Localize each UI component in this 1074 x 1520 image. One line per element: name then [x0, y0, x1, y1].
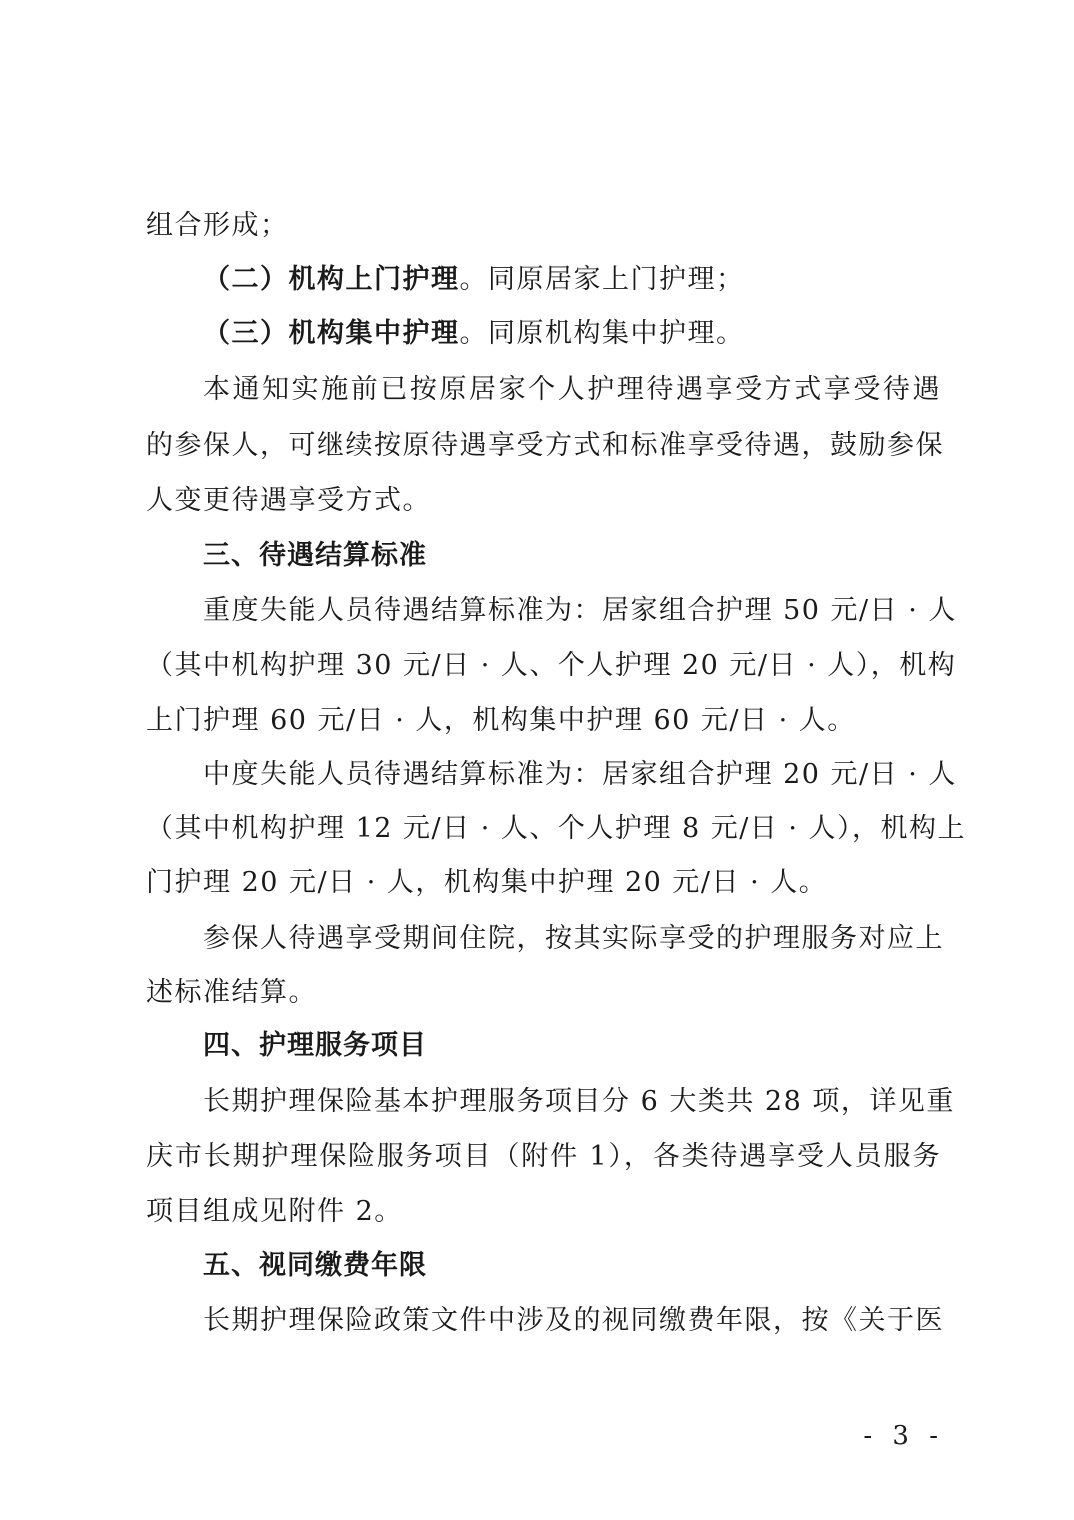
body-line: 门护理 20 元/日 · 人，机构集中护理 20 元/日 · 人。	[146, 867, 828, 898]
body-line: 项目组成见附件 2。	[146, 1196, 403, 1227]
body-line: 长期护理保险基本护理服务项目分 6 大类共 28 项，详见重	[203, 1086, 955, 1117]
body-line: 重度失能人员待遇结算标准为：居家组合护理 50 元/日 · 人	[203, 595, 957, 626]
subitem-text: 。同原机构集中护理。	[459, 318, 745, 349]
section-heading: 四、护理服务项目	[203, 1030, 427, 1061]
subitem-title: （二）机构上门护理	[203, 264, 460, 295]
body-line: 上门护理 60 元/日 · 人，机构集中护理 60 元/日 · 人。	[146, 705, 856, 736]
body-line: 本通知实施前已按原居家个人护理待遇享受方式享受待遇	[203, 374, 941, 405]
subitem-text: 。同原居家上门护理；	[459, 264, 745, 295]
body-line: 组合形成；	[146, 210, 289, 241]
body-line: 庆市长期护理保险服务项目（附件 1），各类待遇享受人员服务	[146, 1141, 941, 1172]
body-line: 述标准结算。	[146, 977, 317, 1008]
subitem-line	[203, 314, 1003, 354]
section-heading: 三、待遇结算标准	[203, 540, 427, 571]
body-line: （其中机构护理 30 元/日 · 人、个人护理 20 元/日 · 人），机构	[146, 650, 957, 681]
body-line: 长期护理保险政策文件中涉及的视同缴费年限，按《关于医	[203, 1305, 944, 1336]
body-line: 中度失能人员待遇结算标准为：居家组合护理 20 元/日 · 人	[203, 759, 957, 790]
body-line: （其中机构护理 12 元/日 · 人、个人护理 8 元/日 · 人），机构上	[146, 813, 967, 844]
subitem-line	[203, 260, 1003, 300]
section-heading: 五、视同缴费年限	[203, 1250, 427, 1281]
body-line: 的参保人，可继续按原待遇享受方式和标准享受待遇，鼓励参保	[146, 430, 944, 461]
subitem-title: （三）机构集中护理	[203, 318, 460, 349]
body-line: 参保人待遇享受期间住院，按其实际享受的护理服务对应上	[203, 923, 944, 954]
body-line: 人变更待遇享受方式。	[146, 485, 431, 516]
page-number: - 3 -	[863, 1421, 944, 1451]
